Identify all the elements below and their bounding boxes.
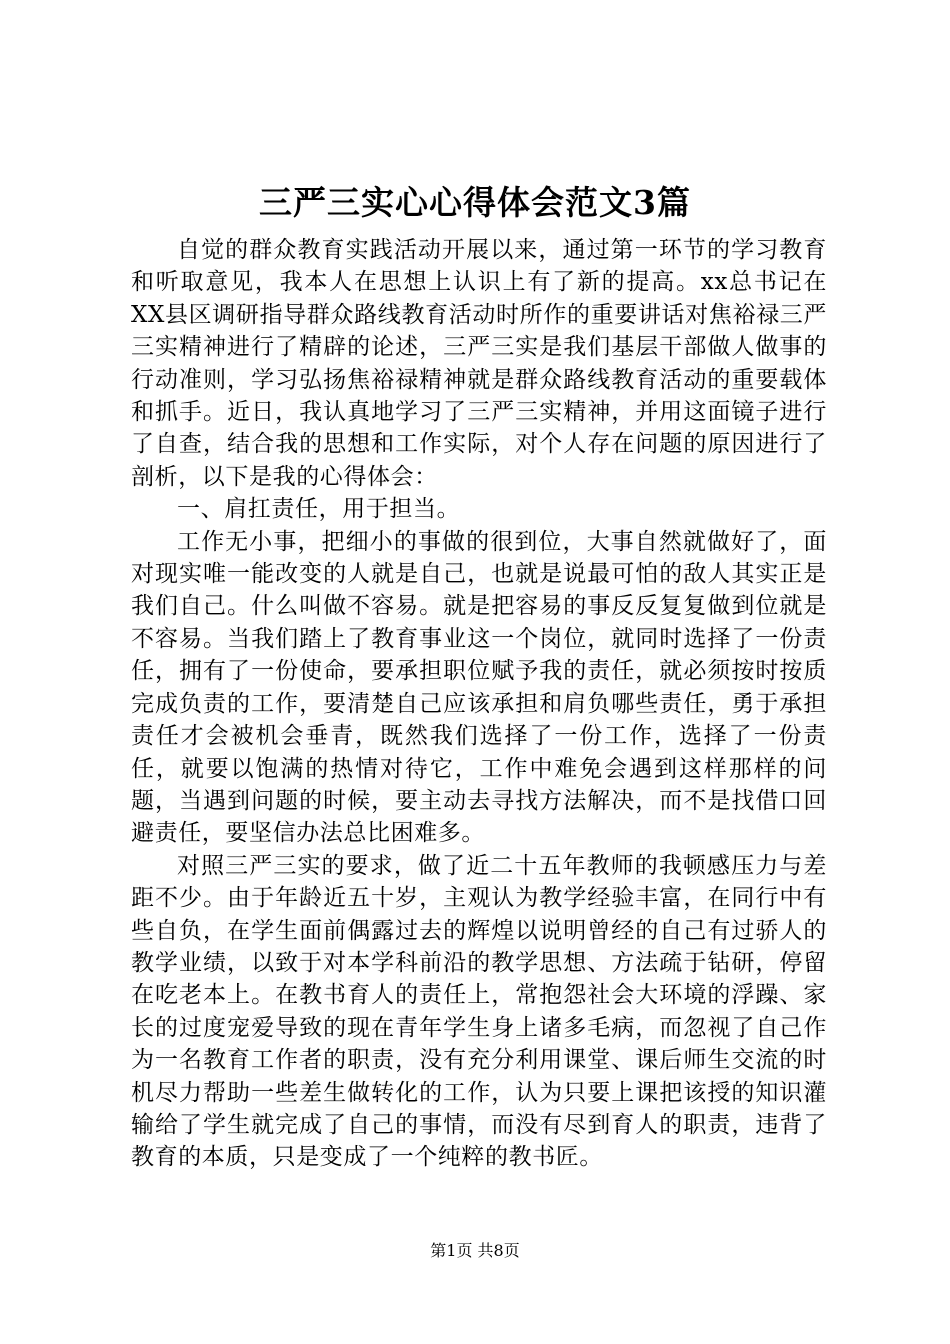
paragraph-responsibility: 工作无小事，把细小的事做的很到位，大事自然就做好了，面对现实唯一能改变的人就是自己，也就是说最可怕的敌人其实正是我们自己。什么叫做不容易。就是把容易的事反反复复做到位就是不容易。当我们踏上了教育事业这一个岗位，就同时选择了一份责任，拥有了一份使命，要承担职位赋予我的责任，就必须按时按质完成负责的工作，要清楚自己应该承担和肩负哪些责任，勇于承担责任才会被机会垂青，既然我们选择了一份工作，选择了一份责任，就要以饱满的热情对待它，工作中难免会遇到这样那样的问题，当遇到问题的时候，要主动去寻找方法解决，而不是找借口回避责任，要坚信办法总比困难多。 [131,528,827,847]
paragraph-self-review: 对照三严三实的要求，做了近二十五年教师的我顿感压力与差距不少。由于年龄近五十岁，主观认为教学经验丰富，在同行中有些自负，在学生面前偶露过去的辉煌以说明曾经的自己有过骄人的教学业绩，以致于对本学科前沿的教学思想、方法疏于钻研，停留在吃老本上。在教书育人的责任上，常抱怨社会大环境的浮躁、家长的过度宠爱导致的现在青年学生身上诸多毛病，而忽视了自己作为一名教育工作者的职责，没有充分利用课堂、课后师生交流的时机尽力帮助一些差生做转化的工作，认为只要上课把该授的知识灌输给了学生就完成了自己的事情，而没有尽到育人的职责，违背了教育的本质，只是变成了一个纯粹的教书匠。 [131,852,827,1171]
page-number: 第1页 共8页 [430,1241,520,1260]
document-body [131,234,827,1174]
section-heading: 一、肩扛责任，用于担当。 [177,496,461,523]
document-title: 三严三实心心得体会范文3篇 [259,183,691,222]
paragraph-intro: 自觉的群众教育实践活动开展以来，通过第一环节的学习教育和听取意见，我本人在思想上认识上有了新的提高。xx总书记在XX县区调研指导群众路线教育活动时所作的重要讲话对焦裕禄三严三实精神进行了精辟的论述，三严三实是我们基层干部做人做事的行动准则，学习弘扬焦裕禄精神就是群众路线教育活动的重要载体和抓手。近日，我认真地学习了三严三实精神，并用这面镜子进行了自查，结合我的思想和工作实际，对个人存在问题的原因进行了剖析，以下是我的心得体会： [131,237,827,490]
